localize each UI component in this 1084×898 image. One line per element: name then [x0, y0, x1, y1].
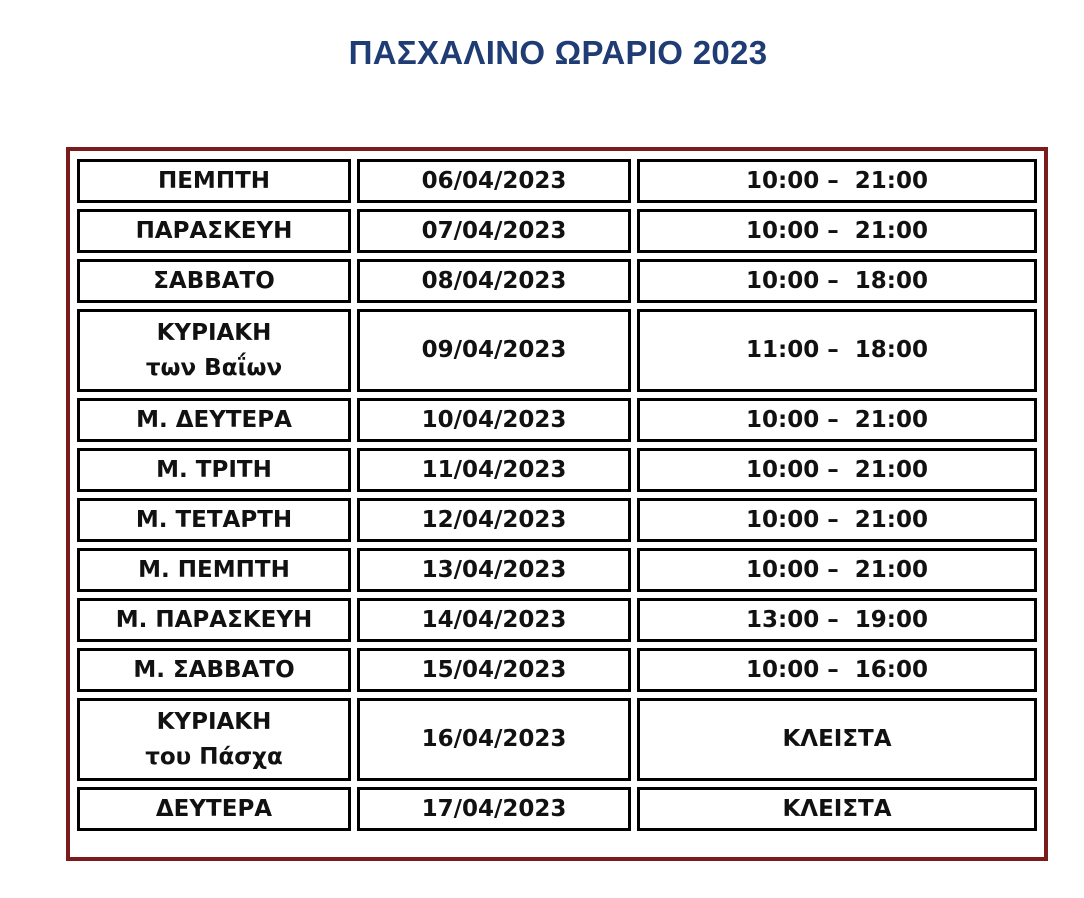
hours-value: 10:00 – 16:00: [746, 656, 928, 683]
day-label: ΠΕΜΠΤΗ: [157, 167, 271, 194]
hours-box: [637, 448, 1037, 492]
date-box: [357, 209, 631, 253]
date-value: 12/04/2023: [421, 506, 567, 533]
table-cell-date: [354, 395, 634, 445]
date-value: 07/04/2023: [421, 217, 567, 244]
date-box: [357, 598, 631, 642]
day-box: [77, 398, 351, 442]
table-cell-day: [74, 256, 354, 306]
day-box: [77, 787, 351, 831]
day-label: ΣΑΒΒΑΤΟ: [153, 267, 275, 294]
table-cell-date: [354, 445, 634, 495]
table-cell-hours: [634, 545, 1040, 595]
hours-value: 10:00 – 21:00: [746, 556, 928, 583]
table-cell-day: [74, 395, 354, 445]
table-cell-date: [354, 545, 634, 595]
hours-box: [637, 498, 1037, 542]
hours-value: 10:00 – 21:00: [746, 506, 928, 533]
table-cell-date: [354, 784, 634, 834]
day-label: ΔΕΥΤΕΡΑ: [155, 795, 273, 822]
hours-box: [637, 698, 1037, 781]
date-value: 16/04/2023: [421, 726, 567, 753]
date-value: 14/04/2023: [421, 606, 567, 633]
date-value: 17/04/2023: [421, 795, 567, 822]
table-cell-hours: [634, 156, 1040, 206]
day-label: ΠΑΡΑΣΚΕΥΗ: [135, 217, 293, 244]
date-box: [357, 259, 631, 303]
table-cell-date: [354, 256, 634, 306]
table-cell-date: [354, 695, 634, 784]
hours-box: [637, 309, 1037, 392]
table-cell-day: [74, 784, 354, 834]
day-box: [77, 448, 351, 492]
day-box: [77, 498, 351, 542]
hours-box: [637, 648, 1037, 692]
hours-box: [637, 259, 1037, 303]
table-cell-hours: [634, 695, 1040, 784]
hours-value: ΚΛΕΙΣΤΑ: [782, 726, 892, 753]
hours-box: [637, 598, 1037, 642]
table-cell-hours: [634, 784, 1040, 834]
day-box: [77, 548, 351, 592]
date-value: 06/04/2023: [421, 167, 567, 194]
date-value: 11/04/2023: [421, 456, 567, 483]
day-box: [77, 598, 351, 642]
table-cell-date: [354, 206, 634, 256]
date-value: 09/04/2023: [421, 337, 567, 364]
day-label: Μ. ΠΕΜΠΤΗ: [138, 556, 290, 583]
date-box: [357, 309, 631, 392]
table-cell-hours: [634, 395, 1040, 445]
date-box: [357, 648, 631, 692]
date-box: [357, 698, 631, 781]
hours-value: 10:00 – 21:00: [746, 217, 928, 244]
date-box: [357, 498, 631, 542]
day-label: ΚΥΡΙΑΚΗ: [156, 320, 272, 346]
table-cell-day: [74, 156, 354, 206]
date-box: [357, 159, 631, 203]
hours-box: [637, 548, 1037, 592]
date-value: 10/04/2023: [421, 406, 567, 433]
hours-box: [637, 159, 1037, 203]
hours-value: 10:00 – 21:00: [746, 167, 928, 194]
table-cell-hours: [634, 256, 1040, 306]
table-cell-hours: [634, 645, 1040, 695]
hours-value: 10:00 – 21:00: [746, 456, 928, 483]
table-cell-date: [354, 595, 634, 645]
day-label: ΚΥΡΙΑΚΗ: [156, 709, 272, 735]
day-box: [77, 159, 351, 203]
date-box: [357, 548, 631, 592]
table-cell-day: [74, 695, 354, 784]
table-cell-date: [354, 645, 634, 695]
hours-box: [637, 398, 1037, 442]
day-label: Μ. ΤΕΤΑΡΤΗ: [135, 506, 293, 533]
table-cell-day: [74, 445, 354, 495]
hours-value: 10:00 – 18:00: [746, 267, 928, 294]
day-label: των Βαΐων: [145, 354, 283, 381]
date-value: 13/04/2023: [421, 556, 567, 583]
table-cell-date: [354, 156, 634, 206]
date-box: [357, 398, 631, 442]
day-box: [77, 309, 351, 392]
day-label: Μ. ΠΑΡΑΣΚΕΥΗ: [115, 606, 313, 633]
page-title: ΠΑΣΧΑΛΙΝΟ ΩΡΑΡΙΟ 2023: [348, 34, 768, 71]
table-cell-day: [74, 545, 354, 595]
table-cell-hours: [634, 495, 1040, 545]
hours-value: ΚΛΕΙΣΤΑ: [782, 795, 892, 822]
table-cell-hours: [634, 445, 1040, 495]
hours-box: [637, 787, 1037, 831]
table-cell-day: [74, 306, 354, 395]
hours-value: 11:00 – 18:00: [746, 337, 928, 364]
table-cell-date: [354, 306, 634, 395]
table-cell-day: [74, 495, 354, 545]
hours-value: 13:00 – 19:00: [746, 606, 928, 633]
table-cell-hours: [634, 306, 1040, 395]
day-label: Μ. ΤΡΙΤΗ: [156, 456, 272, 483]
table-cell-hours: [634, 206, 1040, 256]
date-box: [357, 787, 631, 831]
table-cell-day: [74, 595, 354, 645]
date-value: 08/04/2023: [421, 267, 567, 294]
table-cell-day: [74, 645, 354, 695]
date-value: 15/04/2023: [421, 656, 567, 683]
schedule-table: [74, 156, 1040, 852]
day-box: [77, 259, 351, 303]
table-cell-day: [74, 206, 354, 256]
table-cell-date: [354, 495, 634, 545]
hours-box: [637, 209, 1037, 253]
day-box: [77, 648, 351, 692]
day-label: του Πάσχα: [145, 743, 283, 770]
day-box: [77, 209, 351, 253]
day-box: [77, 698, 351, 781]
day-label: Μ. ΣΑΒΒΑΤΟ: [133, 656, 295, 683]
date-box: [357, 448, 631, 492]
table-cell-hours: [634, 595, 1040, 645]
hours-value: 10:00 – 21:00: [746, 406, 928, 433]
day-label: Μ. ΔΕΥΤΕΡΑ: [136, 406, 292, 433]
